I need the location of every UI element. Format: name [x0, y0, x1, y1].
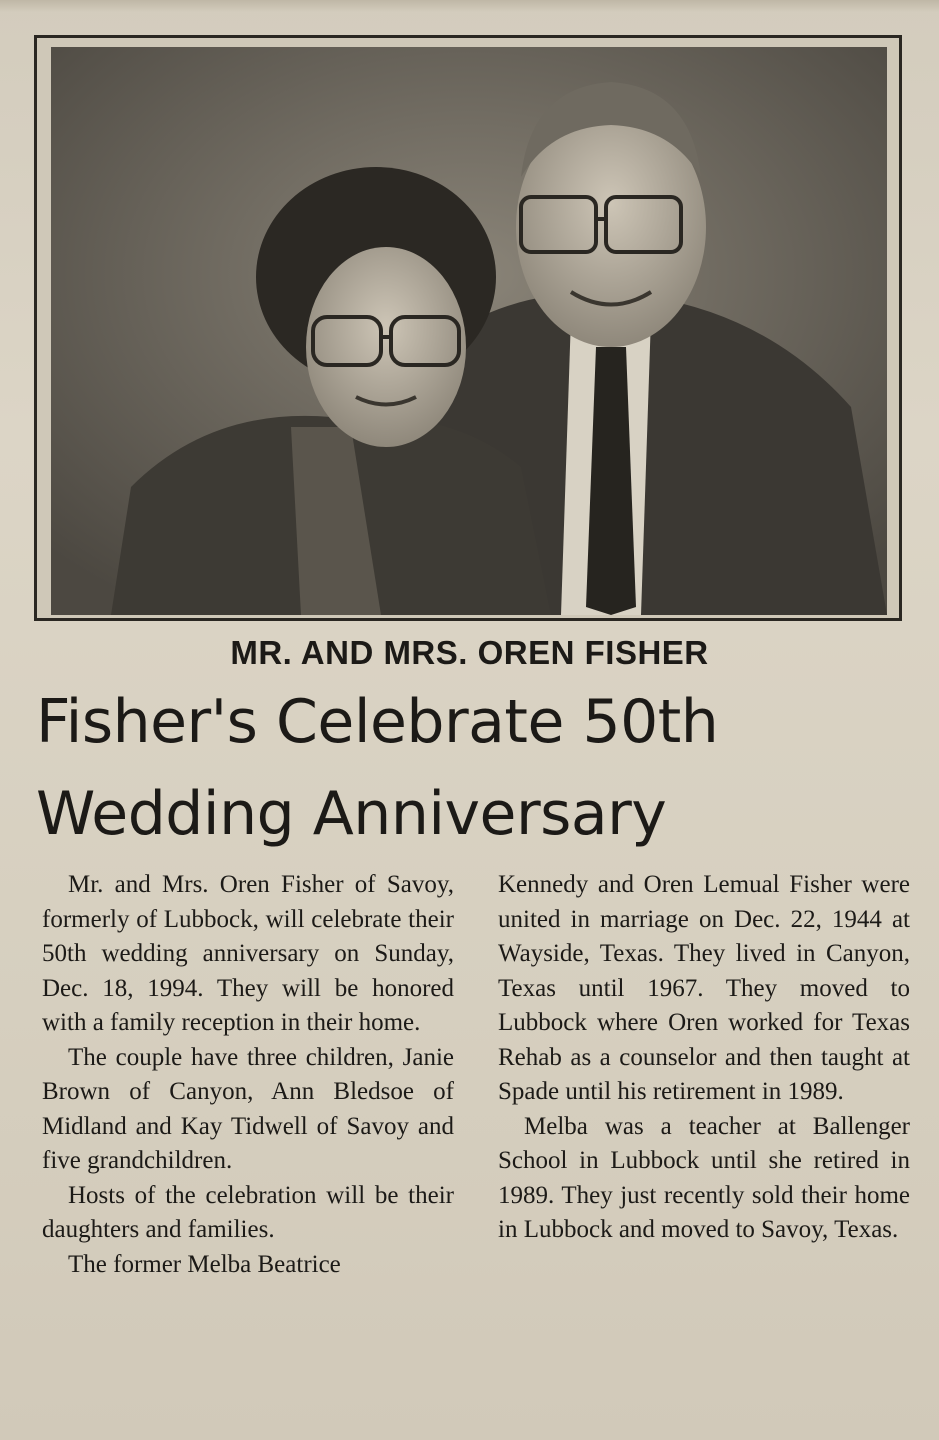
paragraph: Kennedy and Oren Lemual Fisher were united in marriage on Dec. 22, 1944 at Wayside, Texas. They lived in Canyon, Texas until 1967. They moved to Lubbock where Oren worked for Texas Rehab as a counselor and then taught at Spade until his retirement in 1989.: [498, 871, 910, 1105]
paragraph: Melba was a teacher at Ballenger School in Lubbock until she retired in 1989. They just recently sold their home in Lubbock and moved to Savoy, Texas.: [498, 1112, 910, 1243]
article-column-left: [42, 868, 454, 1282]
paragraph: The former Melba Beatrice: [68, 1250, 341, 1278]
paragraph: Hosts of the celebration will be their daughters and families.: [42, 1181, 454, 1243]
article-column-right: [498, 868, 910, 1248]
couple-portrait-photo: [51, 47, 887, 615]
headline-line-2: Wedding Anniversary: [36, 779, 667, 849]
portrait-photo-icon: [51, 47, 887, 615]
paragraph: Mr. and Mrs. Oren Fisher of Savoy, formerly of Lubbock, will celebrate their 50th wedding anniversary on Sunday, Dec. 18, 1994. They will be honored with a family reception in their home.: [42, 871, 454, 1036]
paragraph: The couple have three children, Janie Brown of Canyon, Ann Bledsoe of Midland and Kay Tidwell of Savoy and five grandchildren.: [42, 1043, 454, 1174]
headline-line-1: Fisher's Celebrate 50th: [36, 687, 719, 757]
photo-frame: [34, 35, 902, 621]
headline: [36, 676, 916, 860]
torn-top-edge: [0, 0, 939, 12]
photo-caption: MR. AND MRS. OREN FISHER: [230, 634, 709, 671]
